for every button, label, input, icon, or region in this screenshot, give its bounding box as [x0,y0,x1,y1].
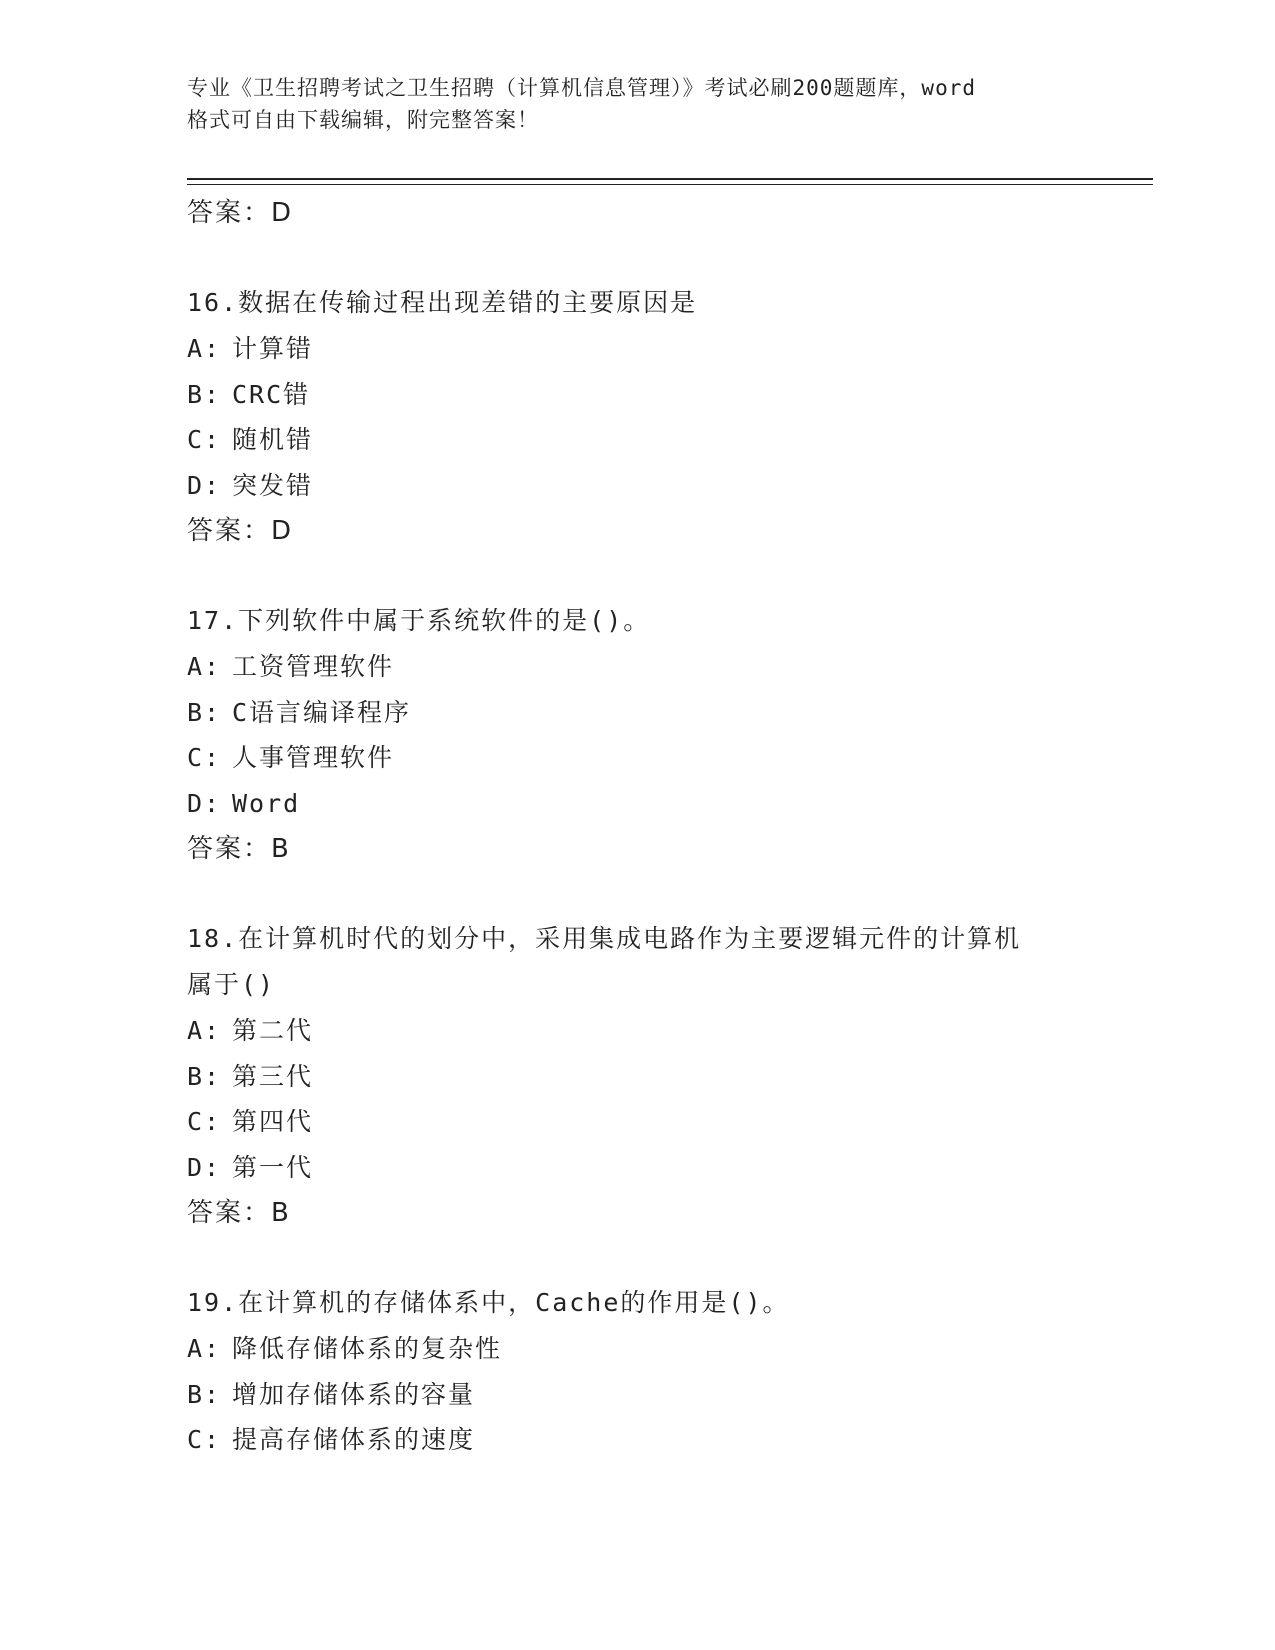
option-text: 人事管理软件 [232,743,395,772]
option-letter: B: [187,1379,222,1409]
option-c [187,1417,1087,1463]
option-a [187,1008,1087,1054]
option-letter: C: [187,425,222,454]
question-title [187,916,1087,1008]
answer-line: 答案：D [187,516,294,546]
option-letter: B: [187,379,222,409]
question-block-18 [187,916,1087,1236]
option-letter: D: [187,788,222,818]
option-c [187,417,1087,463]
option-letter: A: [187,652,222,681]
option-text: 第一代 [232,1152,314,1182]
option-text: C语言编译程序 [232,697,412,727]
header-line-2: 格式可自由下载编辑，附完整答案！ [187,108,539,132]
question-list [187,190,1087,1463]
header-divider-thick [187,178,1153,180]
option-b [187,372,1087,418]
option-text: 突发错 [232,470,314,500]
option-a [187,1326,1087,1372]
option-a [187,326,1087,372]
option-b [187,690,1087,736]
question-title: 16.数据在传输过程出现差错的主要原因是 [187,288,698,317]
option-text: 降低存储体系的复杂性 [232,1334,503,1363]
option-text: 随机错 [232,425,314,454]
option-d [187,463,1087,509]
option-letter: A: [187,1016,222,1045]
answer-line: 答案：B [187,1198,291,1228]
option-letter: D: [187,1152,222,1182]
option-text: Word [232,788,301,818]
question-title-line-2: 属于() [187,970,276,999]
option-a [187,644,1087,690]
document-header [187,72,1087,136]
option-text: 第二代 [232,1016,314,1045]
option-c [187,735,1087,781]
option-b [187,1054,1087,1100]
option-b [187,1372,1087,1418]
option-letter: A: [187,334,222,363]
question-block-19 [187,1280,1087,1463]
option-letter: A: [187,1334,222,1363]
question-block-17 [187,598,1087,872]
option-d [187,1145,1087,1191]
option-text: 工资管理软件 [232,652,395,681]
question-title: 17.下列软件中属于系统软件的是()。 [187,606,651,635]
option-text: 计算错 [232,334,314,363]
option-text: 第四代 [232,1107,314,1136]
answer-line: 答案：D [187,198,294,228]
option-d [187,781,1087,827]
option-letter: C: [187,1425,222,1454]
option-text: 第三代 [232,1061,314,1091]
option-letter: B: [187,697,222,727]
option-letter: B: [187,1061,222,1091]
option-text: 增加存储体系的容量 [232,1379,476,1409]
option-letter: D: [187,470,222,500]
option-text: 提高存储体系的速度 [232,1425,476,1454]
option-letter: C: [187,743,222,772]
option-text: CRC错 [232,379,311,409]
header-divider-thin [187,184,1153,185]
question-title-line-1: 18.在计算机时代的划分中，采用集成电路作为主要逻辑元件的计算机 [187,924,1022,953]
question-block-16 [187,280,1087,554]
header-line-1: 专业《卫生招聘考试之卫生招聘（计算机信息管理）》考试必刷200题题库，word [187,76,976,100]
answer-line: 答案：B [187,834,291,864]
option-letter: C: [187,1107,222,1136]
question-title: 19.在计算机的存储体系中，Cache的作用是()。 [187,1288,790,1317]
option-c [187,1099,1087,1145]
